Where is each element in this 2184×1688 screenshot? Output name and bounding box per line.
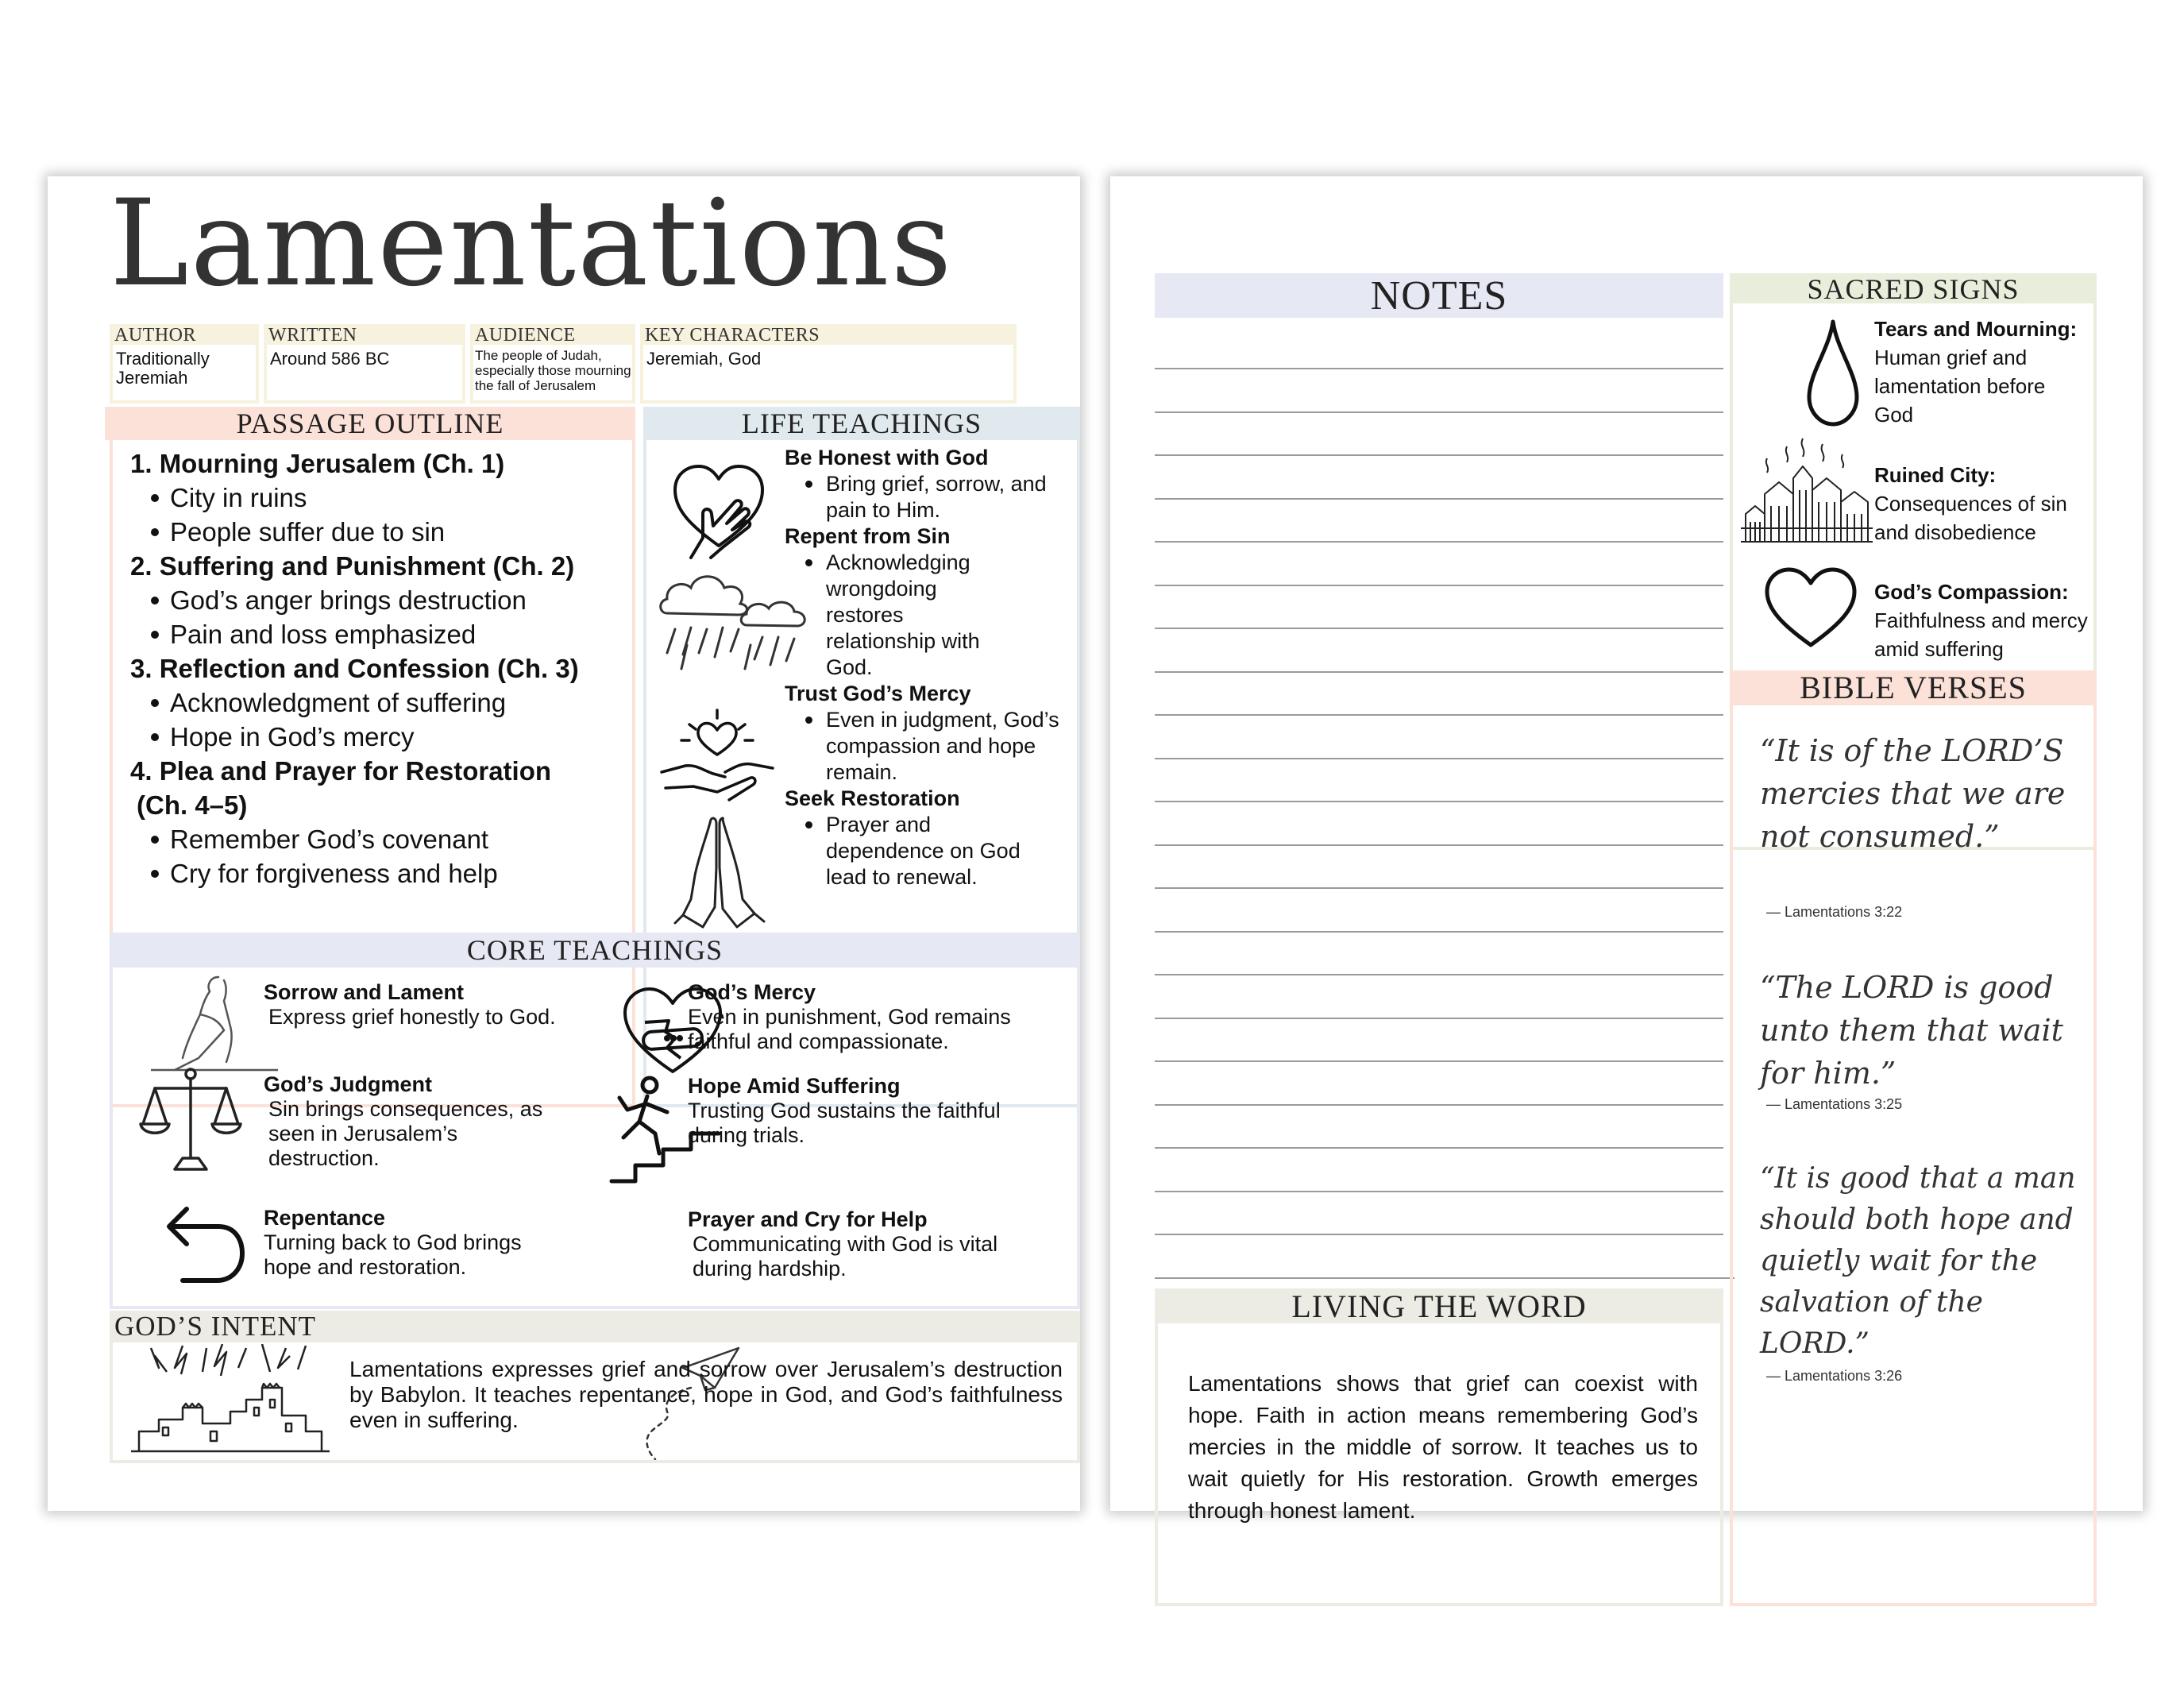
- page-title: Lamentations: [110, 175, 954, 313]
- written-label: WRITTEN: [268, 325, 357, 346]
- core-teaching-title: Repentance: [264, 1206, 386, 1230]
- outline-bullet: God’s anger brings destruction: [130, 583, 623, 617]
- bible-verse-citation: — Lamentations 3:22: [1766, 904, 1903, 920]
- core-teachings-heading: CORE TEACHINGS: [110, 933, 1080, 968]
- core-teaching-title: God’s Mercy: [688, 980, 816, 1004]
- sacred-sign-tears: [1874, 315, 2089, 429]
- outline-bullet: Acknowledgment of suffering: [130, 686, 623, 720]
- gods-intent-heading: GOD’S INTENT: [114, 1311, 317, 1342]
- passage-outline-heading: PASSAGE OUTLINE: [105, 407, 635, 440]
- notes-line[interactable]: [1155, 1191, 1723, 1192]
- life-teaching-text: Bring grief, sorrow, and pain to Him.: [785, 471, 1071, 523]
- outline-item-4: 4. Plea and Prayer for Restoration: [130, 756, 552, 786]
- bible-verses-heading: BIBLE VERSES: [1730, 670, 2097, 705]
- audience-label: AUDIENCE: [475, 325, 576, 346]
- outline-bullet: Pain and loss emphasized: [130, 617, 623, 651]
- sacred-sign-text: Human grief and lamentation before God: [1874, 346, 2046, 427]
- author-value: Traditionally Jeremiah: [116, 349, 210, 388]
- bible-verse-citation: — Lamentations 3:26: [1766, 1368, 1903, 1384]
- living-the-word-text: Lamentations shows that grief can coexist with hope. Faith in action means remembering God’s mercies in the middle of sorrow. It teaches us to wait quietly for His restoration. Growth emerges through honest lament.: [1188, 1371, 1698, 1523]
- bible-verse-text: “It is of the LORD’S mercies that we are not consumed.”: [1760, 733, 2066, 854]
- hands-holding-heart-icon: [658, 709, 777, 804]
- sacred-sign-text: Consequences of sin and disobedience: [1874, 492, 2067, 544]
- core-teaching-title: Sorrow and Lament: [264, 980, 465, 1004]
- life-teachings-heading: LIFE TEACHINGS: [643, 407, 1080, 440]
- praying-hands-icon: [667, 812, 770, 931]
- core-teaching-title: Hope Amid Suffering: [688, 1074, 901, 1098]
- hand-heart-icon: [659, 450, 778, 562]
- bible-verse-text: “It is good that a man should both hope and quietly wait for the salvation of the LORD.”: [1760, 1162, 2076, 1360]
- core-teaching-judgment: [264, 1072, 550, 1171]
- notes-line[interactable]: [1155, 1104, 1723, 1106]
- sacred-sign-title: Ruined City:: [1874, 463, 1997, 487]
- outline-bullet: City in ruins: [130, 481, 623, 515]
- notes-heading: NOTES: [1155, 273, 1723, 318]
- burning-city-icon: [127, 1344, 334, 1455]
- core-teaching-prayer: [688, 1207, 1037, 1281]
- key-characters-label: KEY CHARACTERS: [645, 325, 820, 346]
- core-teaching-text: Communicating with God is vital during hardship.: [693, 1232, 998, 1280]
- life-teaching-text: Acknowledging wrongdoing restores relationship with God.: [785, 550, 1009, 681]
- notes-line[interactable]: [1155, 628, 1723, 629]
- notes-line[interactable]: [1155, 801, 1723, 802]
- core-teaching-repentance: [264, 1206, 550, 1280]
- outline-bullet: Cry for forgiveness and help: [130, 856, 623, 890]
- grieving-figure-icon: [151, 971, 278, 1078]
- notes-line[interactable]: [1155, 368, 1723, 369]
- notes-line[interactable]: [1155, 1234, 1723, 1235]
- life-teachings-list: [785, 445, 1071, 890]
- core-teaching-title: Prayer and Cry for Help: [688, 1207, 928, 1231]
- undo-arrow-icon: [163, 1201, 250, 1288]
- notes-line[interactable]: [1155, 454, 1723, 456]
- notes-line[interactable]: [1155, 585, 1723, 586]
- meta-strip: [110, 324, 1017, 404]
- core-teaching-text: Sin brings consequences, as seen in Jerusalem’s destruction.: [268, 1097, 543, 1170]
- notes-line[interactable]: [1155, 411, 1723, 413]
- right-page: [1110, 176, 2143, 1523]
- life-teaching-text: Prayer and dependence on God lead to renewal.: [785, 812, 1032, 890]
- life-teaching-title: Trust God’s Mercy: [785, 682, 971, 705]
- heart-icon: [1763, 566, 1858, 653]
- core-teaching-text: Even in punishment, God remains faithful and compassionate.: [688, 1005, 1011, 1053]
- core-teaching-title: God’s Judgment: [264, 1072, 433, 1096]
- bible-verse-citation: — Lamentations 3:25: [1766, 1096, 1903, 1112]
- sacred-signs-heading: SACRED SIGNS: [1730, 273, 2097, 303]
- notes-line[interactable]: [1155, 887, 1723, 889]
- notes-line[interactable]: [1155, 541, 1723, 543]
- notes-line[interactable]: [1155, 1060, 1723, 1062]
- notes-line[interactable]: [1155, 714, 1723, 716]
- notes-line[interactable]: [1155, 931, 1723, 933]
- core-teaching-mercy: [688, 980, 1053, 1054]
- outline-bullet: Hope in God’s mercy: [130, 720, 623, 754]
- outline-item-2: 2. Suffering and Punishment (Ch. 2): [130, 551, 575, 581]
- bible-verse-text: “The LORD is good unto them that wait for him.”: [1760, 970, 2063, 1091]
- ruined-city-icon: [1739, 435, 1874, 546]
- notes-line[interactable]: [1155, 1277, 1734, 1279]
- audience-value: The people of Judah, especially those mourning the fall of Jerusalem: [475, 348, 631, 393]
- core-teaching-hope: [688, 1074, 1037, 1148]
- sacred-sign-compassion: [1874, 577, 2089, 663]
- notes-line[interactable]: [1155, 1147, 1723, 1149]
- core-teaching-text: Trusting God sustains the faithful during trials.: [688, 1099, 1001, 1147]
- passage-outline-list: [130, 446, 623, 890]
- left-page: [48, 176, 1080, 1511]
- outline-bullet: Remember God’s covenant: [130, 822, 623, 856]
- sacred-sign-ruined-city: [1874, 461, 2089, 547]
- living-the-word-heading: LIVING THE WORD: [1155, 1288, 1723, 1323]
- life-teaching-title: Repent from Sin: [785, 524, 951, 548]
- life-teaching-title: Be Honest with God: [785, 446, 989, 469]
- notes-line[interactable]: [1155, 758, 1723, 759]
- core-teaching-text: Turning back to God brings hope and restoration.: [264, 1230, 522, 1279]
- teardrop-icon: [1801, 318, 1865, 429]
- outline-item-3: 3. Reflection and Confession (Ch. 3): [130, 654, 579, 683]
- author-label: AUTHOR: [114, 325, 196, 346]
- scales-of-justice-icon: [139, 1064, 242, 1176]
- life-teaching-title: Seek Restoration: [785, 786, 960, 810]
- outline-item-4-chapters: (Ch. 4–5): [137, 790, 248, 820]
- notes-line[interactable]: [1155, 498, 1723, 500]
- core-teaching-text: Express grief honestly to God.: [268, 1005, 556, 1029]
- key-characters-value: Jeremiah, God: [646, 349, 762, 369]
- notes-line[interactable]: [1155, 974, 1723, 975]
- sacred-sign-title: Tears and Mourning:: [1874, 317, 2078, 341]
- notes-line[interactable]: [1155, 844, 1723, 846]
- sacred-sign-text: Faithfulness and mercy amid suffering: [1874, 608, 2088, 661]
- written-value: Around 586 BC: [270, 349, 390, 369]
- core-teaching-sorrow: [264, 980, 581, 1029]
- outline-item-1: 1. Mourning Jerusalem (Ch. 1): [130, 449, 505, 478]
- notes-line[interactable]: [1155, 1018, 1723, 1019]
- sacred-sign-title: God’s Compassion:: [1874, 580, 2069, 604]
- life-teaching-text: Even in judgment, God’s compassion and hope remain.: [785, 707, 1071, 786]
- gods-intent-text: Lamentations expresses grief and sorrow over Jerusalem’s destruction by Babylon. It teaches repentance, hope in God, and God’s faithfulness even in suffering.: [349, 1357, 1063, 1432]
- outline-bullet: People suffer due to sin: [130, 515, 623, 549]
- notes-line[interactable]: [1155, 671, 1723, 673]
